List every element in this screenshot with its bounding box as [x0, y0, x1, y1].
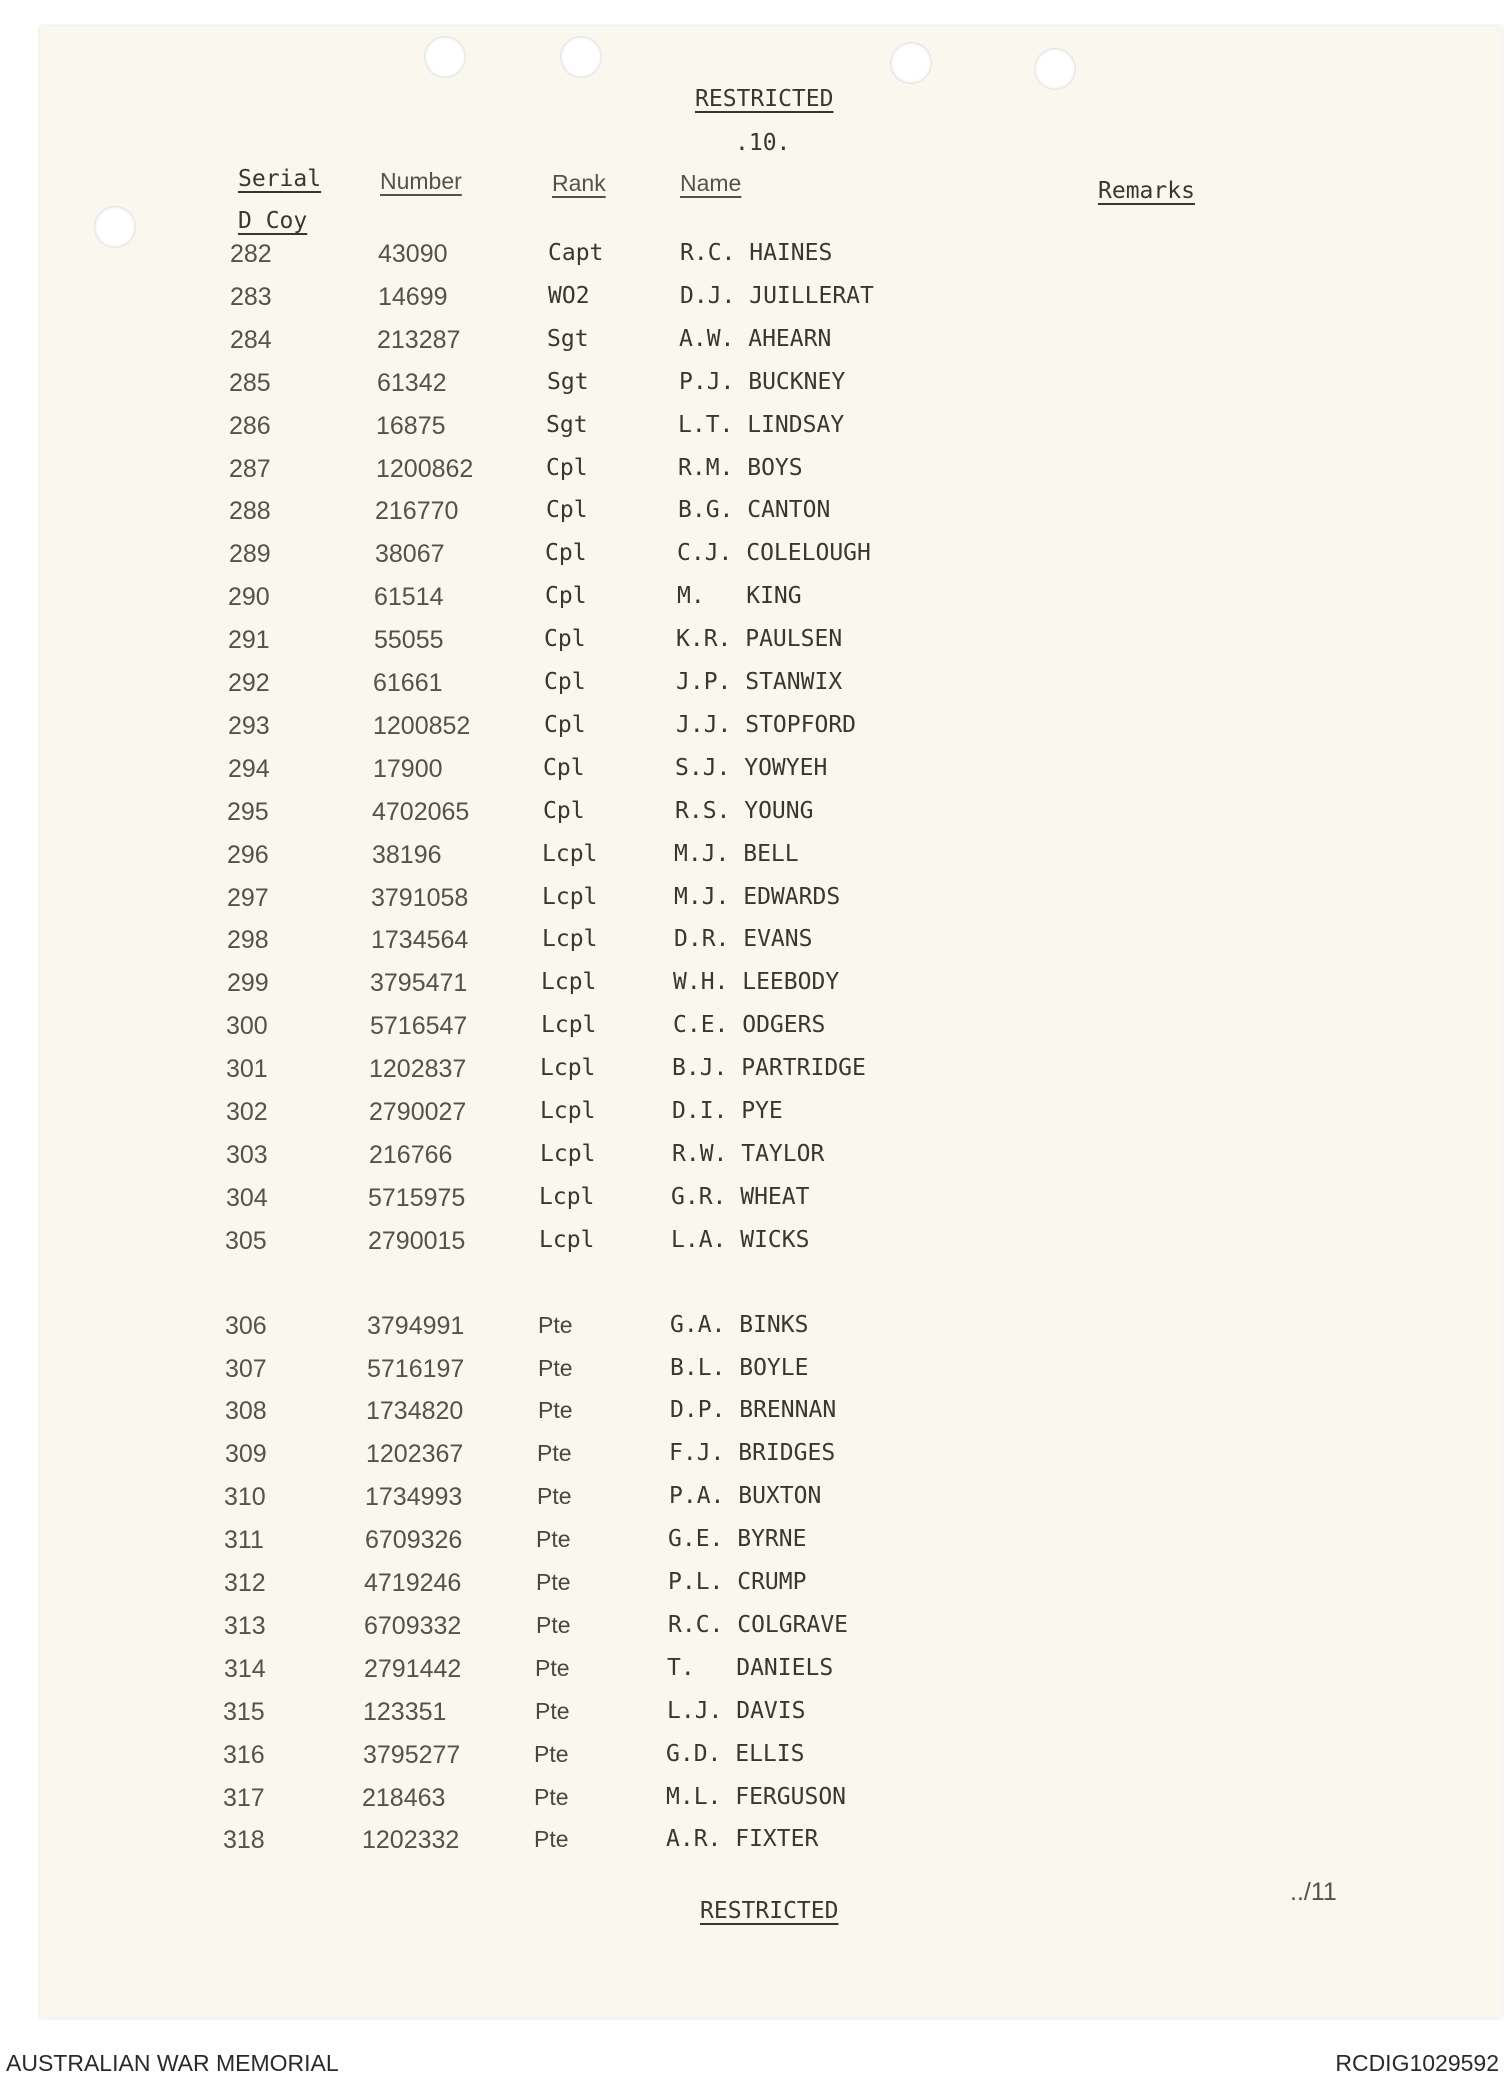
cell-name: G.E. BYRNE [668, 1526, 807, 1553]
cell-rank: Lcpl [542, 840, 598, 867]
cell-name: D.J. JUILLERAT [680, 282, 874, 309]
cell-rank: Cpl [544, 711, 586, 738]
cell-number: 2790015 [368, 1226, 466, 1255]
cell-rank: Pte [536, 1569, 571, 1595]
cell-number: 4702065 [372, 797, 470, 826]
table-row [40, 1098, 1502, 1140]
table-row [40, 240, 1502, 282]
cell-name: J.P. STANWIX [676, 669, 843, 695]
table-row [40, 1141, 1502, 1183]
cell-name: L.A. WICKS [671, 1226, 810, 1253]
cell-name: M. KING [677, 583, 802, 610]
cell-serial: 295 [227, 797, 269, 826]
cell-serial: 308 [225, 1397, 267, 1426]
cell-serial: 293 [228, 711, 270, 740]
cell-serial: 289 [229, 540, 271, 569]
cell-rank: WO2 [548, 282, 590, 309]
table-row [40, 1012, 1502, 1054]
cell-serial: 283 [230, 282, 272, 311]
cell-rank: Capt [548, 240, 604, 266]
cell-rank: Lcpl [542, 883, 598, 910]
cell-name: M.J. BELL [674, 840, 799, 867]
cell-name: R.W. TAYLOR [672, 1140, 825, 1167]
table-row [40, 412, 1502, 454]
cell-rank: Pte [538, 1397, 573, 1424]
cell-serial: 290 [228, 583, 270, 612]
cell-number: 216766 [369, 1140, 453, 1169]
bottom-restricted-mark: RESTRICTED [700, 1898, 839, 1924]
table-row [40, 1569, 1502, 1611]
cell-rank: Lcpl [539, 1183, 595, 1210]
cell-serial: 285 [229, 368, 271, 397]
cell-name: P.L. CRUMP [668, 1569, 807, 1595]
table-row [40, 1355, 1502, 1397]
table-row [40, 1698, 1502, 1740]
cell-name: J.J. STOPFORD [676, 711, 857, 738]
cell-serial: 314 [224, 1654, 266, 1683]
cell-number: 4719246 [364, 1569, 462, 1597]
cell-number: 6709326 [365, 1526, 463, 1555]
cell-rank: Pte [534, 1740, 569, 1767]
table-row [40, 1055, 1502, 1097]
cell-serial: 282 [230, 240, 272, 268]
cell-serial: 310 [224, 1483, 266, 1512]
cell-rank: Pte [538, 1354, 573, 1381]
cell-serial: 297 [227, 883, 269, 912]
table-row [40, 1655, 1502, 1697]
cell-rank: Lcpl [541, 969, 597, 996]
table-row [40, 1440, 1502, 1482]
cell-serial: 299 [227, 969, 269, 998]
cell-serial: 287 [229, 454, 271, 483]
cell-rank: Pte [535, 1697, 570, 1724]
table-row [40, 626, 1502, 668]
cell-serial: 298 [227, 926, 269, 955]
table-row [40, 1483, 1502, 1525]
table-row [40, 283, 1502, 325]
cell-name: D.I. PYE [672, 1098, 783, 1124]
cell-rank: Pte [537, 1483, 572, 1510]
cell-number: 6709332 [364, 1611, 462, 1640]
table-row [40, 497, 1502, 539]
cell-serial: 315 [223, 1697, 265, 1726]
cell-serial: 312 [224, 1569, 266, 1597]
cell-number: 61342 [377, 368, 447, 397]
cell-serial: 316 [223, 1740, 265, 1769]
cell-name: R.C. HAINES [680, 240, 833, 266]
cell-number: 1200862 [376, 454, 474, 483]
cell-number: 5716547 [370, 1012, 468, 1041]
footer-right: RCDIG1029592 [1335, 2050, 1499, 2076]
cell-rank: Pte [535, 1654, 570, 1681]
cell-rank: Lcpl [541, 1012, 597, 1039]
table-row [40, 540, 1502, 582]
table-row [40, 1312, 1502, 1354]
cell-number: 2791442 [364, 1654, 462, 1683]
table-row [40, 326, 1502, 368]
continuation-marker: ../11 [1290, 1878, 1337, 1906]
cell-number: 5716197 [367, 1354, 465, 1383]
header-remarks: Remarks [1098, 178, 1195, 204]
table-row [40, 669, 1502, 711]
cell-serial: 300 [226, 1012, 268, 1041]
cell-number: 61514 [374, 583, 444, 612]
cell-number: 55055 [374, 626, 444, 655]
cell-rank: Lcpl [540, 1055, 596, 1082]
table-row [40, 1612, 1502, 1654]
cell-name: B.J. PARTRIDGE [672, 1055, 866, 1082]
cell-serial: 313 [224, 1611, 266, 1640]
cell-serial: 288 [229, 497, 271, 526]
cell-name: R.C. COLGRAVE [668, 1611, 849, 1638]
table-row [40, 583, 1502, 625]
punch-hole [890, 42, 932, 84]
cell-name: B.L. BOYLE [670, 1354, 809, 1381]
cell-rank: Pte [536, 1611, 571, 1638]
cell-serial: 306 [225, 1311, 267, 1340]
cell-number: 3794991 [367, 1311, 465, 1340]
cell-name: L.T. LINDSAY [678, 411, 845, 438]
cell-name: D.P. BRENNAN [670, 1397, 837, 1424]
cell-rank: Cpl [543, 797, 585, 824]
cell-rank: Sgt [547, 325, 589, 352]
punch-hole [1034, 48, 1076, 90]
cell-name: G.A. BINKS [670, 1311, 809, 1338]
cell-name: D.R. EVANS [674, 926, 813, 953]
cell-rank: Cpl [546, 454, 588, 481]
cell-number: 123351 [363, 1697, 447, 1726]
table-row [40, 455, 1502, 497]
table-row [40, 369, 1502, 411]
cell-name: K.R. PAULSEN [676, 626, 843, 653]
table-row [40, 841, 1502, 883]
cell-name: R.M. BOYS [678, 454, 803, 481]
cell-rank: Pte [534, 1826, 569, 1853]
cell-serial: 292 [228, 669, 270, 697]
cell-serial: 309 [225, 1440, 267, 1469]
cell-serial: 301 [226, 1055, 268, 1084]
cell-rank: Lcpl [540, 1140, 596, 1167]
cell-number: 216770 [375, 497, 459, 526]
table-row [40, 884, 1502, 926]
cell-name: C.E. ODGERS [673, 1012, 826, 1039]
cell-name: G.R. WHEAT [671, 1183, 810, 1210]
cell-serial: 317 [223, 1783, 265, 1812]
table-row [40, 1227, 1502, 1269]
cell-rank: Cpl [543, 754, 585, 781]
cell-number: 14699 [378, 282, 448, 311]
cell-name: M.L. FERGUSON [666, 1783, 847, 1810]
cell-number: 38067 [375, 540, 445, 569]
cell-rank: Lcpl [539, 1226, 595, 1253]
cell-number: 16875 [376, 411, 446, 440]
table-row [40, 926, 1502, 968]
cell-number: 218463 [362, 1783, 446, 1812]
cell-serial: 294 [228, 754, 270, 783]
cell-number: 3795277 [363, 1740, 461, 1769]
cell-number: 1734993 [365, 1483, 463, 1512]
document-page [40, 26, 1502, 2018]
cell-serial: 304 [226, 1183, 268, 1212]
cell-number: 1202332 [362, 1826, 460, 1855]
cell-name: P.A. BUXTON [669, 1483, 822, 1510]
table-row [40, 1741, 1502, 1783]
cell-number: 1734820 [366, 1397, 464, 1426]
cell-serial: 296 [227, 840, 269, 869]
cell-number: 2790027 [369, 1098, 467, 1126]
cell-rank: Cpl [546, 497, 588, 524]
cell-name: S.J. YOWYEH [675, 754, 828, 781]
cell-serial: 307 [225, 1354, 267, 1383]
table-row [40, 712, 1502, 754]
cell-serial: 311 [224, 1526, 264, 1555]
cell-rank: Pte [538, 1311, 573, 1338]
header-serial: Serial [238, 166, 322, 192]
cell-name: C.J. COLELOUGH [677, 540, 871, 567]
footer-left: AUSTRALIAN WAR MEMORIAL [6, 2050, 339, 2076]
header-name: Name [680, 170, 742, 196]
cell-number: 43090 [378, 240, 448, 268]
cell-name: A.R. FIXTER [666, 1826, 819, 1853]
section-label: D Coy [238, 208, 308, 234]
cell-rank: Sgt [547, 368, 589, 395]
cell-number: 1202367 [366, 1440, 464, 1469]
cell-number: 1202837 [369, 1055, 467, 1084]
page-number: .10. [735, 130, 791, 156]
punch-hole [560, 36, 602, 78]
header-number: Number [380, 168, 462, 194]
cell-name: L.J. DAVIS [667, 1697, 806, 1724]
cell-number: 3791058 [371, 883, 469, 912]
cell-rank: Pte [534, 1783, 569, 1810]
cell-number: 213287 [377, 325, 461, 354]
cell-serial: 318 [223, 1826, 265, 1855]
cell-rank: Lcpl [542, 926, 598, 953]
cell-number: 3795471 [370, 969, 468, 998]
cell-number: 1200852 [373, 711, 471, 740]
cell-name: F.J. BRIDGES [669, 1440, 836, 1467]
cell-name: B.G. CANTON [678, 497, 831, 524]
cell-name: T. DANIELS [667, 1654, 834, 1681]
cell-rank: Pte [536, 1526, 571, 1553]
cell-name: P.J. BUCKNEY [679, 368, 846, 395]
cell-rank: Cpl [544, 669, 586, 695]
cell-name: M.J. EDWARDS [674, 883, 841, 910]
table-row [40, 1826, 1502, 1868]
cell-serial: 305 [225, 1226, 267, 1255]
cell-name: W.H. LEEBODY [673, 969, 840, 996]
cell-name: G.D. ELLIS [666, 1740, 805, 1767]
cell-serial: 284 [230, 325, 272, 354]
cell-number: 61661 [373, 669, 443, 697]
cell-rank: Pte [537, 1440, 572, 1467]
table-row [40, 1184, 1502, 1226]
table-row [40, 1784, 1502, 1826]
cell-rank: Cpl [545, 540, 587, 567]
punch-hole [424, 36, 466, 78]
cell-serial: 302 [226, 1098, 268, 1126]
cell-rank: Lcpl [540, 1098, 596, 1124]
cell-rank: Sgt [546, 411, 588, 438]
cell-number: 17900 [373, 754, 443, 783]
header-rank: Rank [552, 170, 606, 196]
cell-name: A.W. AHEARN [679, 325, 832, 352]
cell-rank: Cpl [544, 626, 586, 653]
cell-serial: 291 [228, 626, 270, 655]
table-row [40, 1526, 1502, 1568]
table-row [40, 798, 1502, 840]
cell-number: 1734564 [371, 926, 469, 955]
cell-serial: 286 [229, 411, 271, 440]
cell-number: 38196 [372, 840, 442, 869]
cell-number: 5715975 [368, 1183, 466, 1212]
cell-rank: Cpl [545, 583, 587, 610]
top-restricted-mark: RESTRICTED [695, 86, 834, 112]
cell-serial: 303 [226, 1140, 268, 1169]
table-row [40, 969, 1502, 1011]
table-row [40, 1397, 1502, 1439]
cell-name: R.S. YOUNG [675, 797, 814, 824]
table-row [40, 755, 1502, 797]
